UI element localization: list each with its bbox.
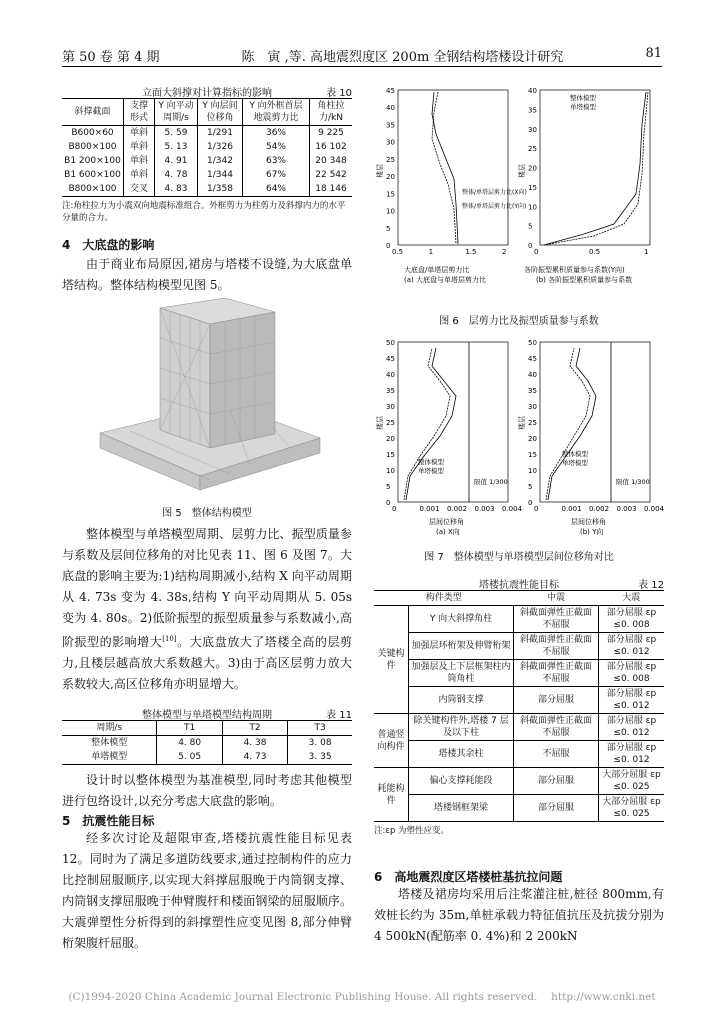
table-cell: 加强层环桁架及伸臂桁架	[409, 633, 514, 660]
table10-col-2: Y 向平动周期/s	[155, 99, 198, 126]
table12-col-2: 大震	[599, 591, 665, 606]
table-cell: 斜截面弹性正截面不屈服	[514, 660, 599, 687]
fig6a-series-x	[432, 92, 458, 244]
table11-col-0: 周期/s	[62, 721, 157, 736]
fig7b-x-tick: 0	[534, 505, 539, 513]
table12-caption-row	[374, 576, 664, 590]
table-cell: 4. 73	[222, 750, 287, 765]
table-cell: B1 600×100	[64, 170, 121, 180]
table-cell: 塔楼其余柱	[409, 741, 514, 768]
fig7a-y-tick: 5	[386, 483, 391, 491]
fig7b-y-tick: 15	[528, 451, 537, 459]
table-row	[62, 750, 352, 765]
fig6b-y-tick: 5	[528, 222, 533, 231]
table-cell: B600×60	[71, 128, 114, 138]
fig7b-y-tick: 30	[528, 403, 537, 411]
table-cell: 36%	[243, 126, 310, 141]
fig7a-xlabel: 层间位移角	[429, 518, 464, 526]
fig6a-subcaption: (a) 大底盘与单塔层剪力比	[404, 276, 486, 284]
table-row	[374, 633, 664, 660]
fig7-caption: 图 7 整体模型与单塔模型层间位移角对比	[424, 552, 614, 563]
table-cell: 大部分屈服 εp ≤0. 025	[599, 768, 665, 795]
fig7a-x-tick: 0.001	[419, 505, 440, 513]
fig6b-y-tick: 30	[528, 125, 537, 134]
fig6a-ylabel: 楼层	[376, 164, 384, 178]
table12-group-normal: 普通竖向构件	[374, 714, 409, 768]
table-cell: 4. 78	[155, 168, 198, 182]
table-cell: 单斜	[124, 126, 155, 141]
table-cell: 4. 80	[157, 736, 222, 751]
fig7b-plot	[517, 339, 664, 536]
fig6b-y-tick: 15	[528, 183, 537, 192]
section6-heading: 6 高地震烈度区塔楼桩基抗拉问题	[374, 870, 563, 884]
table-cell: 单斜	[124, 154, 155, 168]
section5-heading: 5 抗震性能目标	[62, 814, 155, 828]
table12-group-energy: 耗能构件	[374, 768, 409, 822]
table-cell: 54%	[243, 140, 310, 154]
running-title: 陈 寅 ,等. 高地震烈度区 200m 全钢结构塔楼设计研究	[241, 50, 564, 65]
table11-col-2: T2	[222, 721, 287, 736]
fig6b-series-whole	[544, 92, 646, 245]
fig7b-series-single	[546, 348, 590, 500]
table-cell: 1/291	[198, 126, 243, 141]
section4-para1: 由于商业布局原因,裙房与塔楼不设缝,为大底盘单塔结构。整体结构模型见图 5。	[62, 257, 352, 292]
table-cell: 塔楼钢框架梁	[409, 795, 514, 822]
fig6b-x-tick: 1	[644, 248, 649, 256]
fig6a-x-tick: 0.5	[392, 248, 404, 256]
fig7a-subcaption: (a) X向	[436, 528, 460, 536]
table-cell: 67%	[243, 168, 310, 182]
fig5-caption: 图 5 整体结构模型	[162, 508, 252, 519]
table-cell: B1 200×100	[64, 156, 121, 166]
fig6b-legend-1: 整体模型	[570, 94, 596, 102]
table-cell: 20 348	[310, 154, 353, 168]
table-cell: 5. 59	[155, 126, 198, 141]
fig7a-x-tick: 0.003	[474, 505, 495, 513]
section4-para2	[62, 524, 352, 695]
table-cell: B800×100	[68, 142, 117, 152]
table10-col-3: Y 向层间位移角	[198, 99, 243, 126]
fig6a-y-tick: 0	[386, 242, 391, 250]
table-cell: 3. 35	[288, 750, 352, 765]
fig7a-y-tick: 45	[386, 355, 395, 363]
fig6a-legend-2: 整体/单塔层剪力比(Y向)	[462, 203, 527, 210]
table11	[62, 720, 352, 765]
table-cell: 18 146	[310, 182, 353, 197]
section5-para: 经多次讨论及超限审查,塔楼抗震性能目标见表 12。同时为了满足多道防线要求,通过控制构件的应力比控制屈服顺序,以实现大斜撑屈服晚于内筒钢支撑、内筒钢支撑屈服晚于伸臂腹杆和楼面钢梁的屈服顺序。大震弹塑性分析得到的斜撑塑性应变见图 8,部分伸臂桁架腹杆屈服。	[62, 831, 352, 950]
fig7b-y-tick: 45	[528, 355, 537, 363]
table-cell: 部分屈服 εp ≤0. 008	[599, 660, 665, 687]
fig7a-x-tick: 0.004	[502, 505, 523, 513]
table12-header-row	[374, 591, 664, 606]
table-row	[62, 126, 352, 141]
fig6-charts	[374, 84, 664, 304]
table-cell: 5. 13	[155, 140, 198, 154]
table-row	[62, 154, 352, 168]
table-cell: 不屈服	[514, 741, 599, 768]
fig6a-xlabel: 大底盘/单塔层剪力比	[404, 266, 470, 274]
table10-number: 表 10	[326, 88, 352, 99]
table-cell: 4. 38	[222, 736, 287, 751]
table-cell: 单斜	[124, 168, 155, 182]
fig6a-y-tick: 20	[386, 173, 395, 182]
fig7a-x-tick: 0	[392, 505, 397, 513]
table-row	[62, 182, 352, 197]
table10-note: 注:角柱拉力为小震双向地震标准组合。外框剪力为柱剪力及斜撑内力的水平分量的合力。	[62, 201, 346, 223]
fig6a-y-tick: 5	[386, 224, 391, 233]
fig7b-y-tick: 10	[528, 467, 537, 475]
fig6a-y-tick: 40	[386, 104, 395, 113]
table-cell: 部分屈服	[514, 687, 599, 714]
table11-caption-row	[62, 706, 352, 720]
para3: 设计时以整体模型为基准模型,同时考虑其他模型进行包络设计,以充分考虑大底盘的影响。	[62, 773, 352, 808]
fig7a-plot	[375, 339, 523, 536]
fig6b-y-tick: 20	[528, 164, 537, 173]
table12-block	[374, 576, 664, 837]
table-cell: 单斜	[124, 140, 155, 154]
fig6a-frame	[398, 90, 508, 245]
fig7a-y-tick: 40	[386, 371, 395, 379]
fig7a-limit-label: 限值 1/300	[474, 478, 508, 486]
table-row	[62, 736, 352, 751]
fig7a-y-tick: 35	[386, 387, 395, 395]
fig7b-y-tick: 25	[528, 419, 537, 427]
fig7b-series-whole	[548, 348, 596, 500]
table-cell: 加强层及上下层框架柱内筒角柱	[409, 660, 514, 687]
table-cell: 内筒钢支撑	[409, 687, 514, 714]
fig6-caption: 图 6 层剪力比及振型质量参与系数	[439, 316, 599, 327]
table-cell: 整体模型	[91, 738, 128, 748]
fig6a-x-tick: 2	[502, 248, 507, 256]
table-cell: 除关键构件外,塔楼 7 层及以下柱	[409, 714, 514, 741]
fig6b-y-tick: 10	[528, 203, 537, 212]
fig6a-x-tick: 1.5	[465, 248, 477, 256]
para2-tail: 。大底盘放大了塔楼全高的层剪力,且楼层越高放大系数越大。3)由于高区层剪力放大系数较大,高区位移角亦明显增大。	[62, 635, 352, 691]
table10-header-row	[62, 99, 352, 126]
header-rule	[62, 66, 662, 67]
table10-col-0: 斜撑截面	[62, 99, 124, 126]
fig7a-series-single	[404, 348, 450, 500]
fig7a-y-tick: 15	[386, 451, 395, 459]
fig7b-legend-2: 单塔模型	[562, 459, 588, 467]
table-cell: 1/326	[198, 140, 243, 154]
fig7a-y-tick: 20	[386, 435, 395, 443]
fig6a-y-tick: 15	[386, 190, 395, 199]
fig6b-y-tick: 25	[528, 145, 537, 154]
fig7b-x-tick: 0.002	[589, 505, 610, 513]
fig6a-y-tick: 35	[386, 121, 395, 130]
table12	[374, 590, 664, 822]
fig6b-x-tick: 0.5	[589, 248, 601, 256]
table10-col-1: 支撑形式	[124, 99, 155, 126]
fig6b-y-tick: 0	[528, 242, 533, 250]
table-row	[374, 714, 664, 741]
table-row	[374, 606, 664, 633]
table-cell: 64%	[243, 182, 310, 197]
table-cell: 1/344	[198, 168, 243, 182]
table10-caption-row	[62, 84, 352, 98]
fig6b-subcaption: (b) 各阶振型累积质量参与系数	[536, 276, 633, 284]
fig6a-series-y	[432, 92, 456, 244]
fig7a-y-tick: 30	[386, 403, 395, 411]
fig6b-frame	[540, 90, 650, 245]
fig7b-legend-1: 整体模型	[562, 450, 588, 458]
fig7b-xlabel: 层间位移角	[571, 518, 606, 526]
running-header	[62, 46, 662, 65]
table11-number: 表 11	[326, 710, 352, 721]
fig6b-y-tick: 40	[528, 87, 537, 95]
fig7a-series-whole	[406, 348, 456, 500]
table-row	[62, 140, 352, 154]
fig6b-y-tick: 35	[528, 106, 537, 115]
table10	[62, 98, 352, 197]
fig7b-y-tick: 50	[528, 339, 537, 347]
table-cell: 1/342	[198, 154, 243, 168]
fig7b-x-tick: 0.001	[561, 505, 582, 513]
table-cell: 部分屈服 εp ≤0. 012	[599, 633, 665, 660]
table12-caption: 塔楼抗震性能目标	[479, 580, 559, 591]
fig6b-legend-2: 单塔模型	[570, 103, 596, 111]
table11-block	[62, 706, 352, 765]
section6-para: 塔楼及裙房均采用后注浆灌注桩,桩径 800mm,有效桩长约为 35m,单桩承载力特征值抗压及抗拔分别为 4 500kN(配筋率 0. 4%)和 2 200kN	[374, 887, 664, 943]
fig7a-y-tick: 0	[386, 499, 391, 507]
page-number: 81	[645, 46, 662, 61]
fig6b-series-single	[544, 92, 648, 245]
table-row	[62, 168, 352, 182]
fig7a-legend-2: 单塔模型	[418, 467, 444, 475]
copyright-footer: (C)1994-2020 China Academic Journal Electronic Publishing House. All rights reserved. http://www.cnki.net	[68, 991, 656, 1003]
fig7b-y-tick: 0	[528, 499, 533, 507]
table12-number: 表 12	[638, 580, 664, 591]
table-cell: 5. 05	[157, 750, 222, 765]
table10-block	[62, 84, 352, 224]
table-cell: 交叉	[124, 182, 155, 197]
fig6a-y-tick: 10	[386, 207, 395, 216]
para2-text: 整体模型与单塔模型周期、层剪力比、振型质量参与系数及层间位移角的对比见表 11、图 6 及图 7。大底盘的影响主要为:1)结构周期减小,结构 X 向平动周期从 4. 73s 变为 4. 38s,结构 Y 向平动周期从 5. 05s 变为 4. 80s。2)低阶振型的振型质量参与系数减小,高阶振型的影响增大	[62, 527, 352, 649]
table-cell: 部分屈服 εp ≤0. 012	[599, 687, 665, 714]
table-cell: 偏心支撑耗能段	[409, 768, 514, 795]
table10-caption: 立面大斜撑对计算指标的影响	[142, 88, 272, 99]
table-cell: 部分屈服 εp ≤0. 008	[599, 606, 665, 633]
fig7b-x-tick: 0.004	[644, 505, 664, 513]
table12-col-1: 中震	[514, 591, 599, 606]
fig6a-y-tick: 45	[386, 87, 395, 95]
table-row	[374, 687, 664, 714]
table-row	[374, 768, 664, 795]
fig6b-x-tick: 0	[534, 248, 539, 256]
table-cell: Y 向大斜撑角柱	[409, 606, 514, 633]
fig7b-y-tick: 40	[528, 371, 537, 379]
table-cell: 22 542	[310, 168, 353, 182]
fig6a-y-tick: 25	[386, 155, 395, 164]
table-cell: 大部分屈服 εp ≤0. 025	[599, 795, 665, 822]
table-cell: 斜截面弹性正截面不屈服	[514, 606, 599, 633]
table11-header-row	[62, 721, 352, 736]
fig7a-y-tick: 50	[386, 339, 395, 347]
table-cell: 16 102	[310, 140, 353, 154]
table10-col-4: Y 向外框首层地震剪力比	[243, 99, 310, 126]
fig7b-y-tick: 35	[528, 387, 537, 395]
fig7a-y-tick: 25	[386, 419, 395, 427]
table-cell: 部分屈服	[514, 768, 599, 795]
table-cell: 部分屈服 εp ≤0. 012	[599, 714, 665, 741]
fig7b-limit-label: 限值 1/300	[616, 478, 650, 486]
table-row	[374, 795, 664, 822]
table-cell: 1/358	[198, 182, 243, 197]
table10-col-5: 角柱拉力/kN	[310, 99, 353, 126]
table-cell: 63%	[243, 154, 310, 168]
table12-note: 注:εp 为塑性应变。	[374, 826, 450, 836]
table-cell: 部分屈服	[514, 795, 599, 822]
fig7b-y-tick: 20	[528, 435, 537, 443]
journal-volume: 第 50 卷 第 4 期	[62, 50, 160, 65]
table-cell: 9 225	[310, 126, 353, 141]
table12-group-key: 关键构件	[374, 606, 409, 714]
fig6b-xlabel: 各阶振型累积质量参与系数(Y向)	[524, 266, 625, 274]
fig7a-y-tick: 10	[386, 467, 395, 475]
section4-heading: 4 大底盘的影响	[62, 238, 155, 252]
fig6a-x-tick: 1	[428, 248, 434, 256]
fig7b-subcaption: (b) Y向	[580, 528, 604, 536]
table11-col-1: T1	[157, 721, 222, 736]
fig7-charts	[374, 336, 664, 546]
fig7b-x-tick: 0.003	[616, 505, 637, 513]
table-row	[374, 741, 664, 768]
table12-col-0: 构件类型	[374, 591, 514, 606]
table11-col-3: T3	[288, 721, 352, 736]
citation-ref: [10]	[162, 635, 177, 643]
table11-caption: 整体模型与单塔模型结构周期	[142, 710, 272, 721]
fig5-building-model	[90, 298, 330, 498]
table-cell: 4. 83	[155, 182, 198, 197]
table-row	[374, 660, 664, 687]
table-cell: 3. 08	[288, 736, 352, 751]
fig7b-y-tick: 5	[528, 483, 533, 491]
fig6a-legend-1: 整体/单塔层剪力比(X向)	[462, 189, 527, 196]
table-cell: 斜截面弹性正截面不屈服	[514, 714, 599, 741]
fig7b-ylabel: 楼层	[518, 416, 526, 430]
table-cell: 4. 91	[155, 154, 198, 168]
fig7a-x-tick: 0.002	[447, 505, 468, 513]
fig6a-plot	[375, 87, 527, 284]
fig7a-legend-1: 整体模型	[418, 458, 444, 466]
table-cell: 单塔模型	[91, 752, 128, 762]
fig6a-y-tick: 30	[386, 138, 395, 147]
table-cell: B800×100	[68, 184, 117, 194]
table-cell: 部分屈服 εp ≤0. 012	[599, 741, 665, 768]
fig6b-plot	[517, 87, 650, 284]
fig6b-ylabel: 楼层	[518, 164, 526, 178]
table-cell: 斜截面弹性正截面不屈服	[514, 633, 599, 660]
fig7a-ylabel: 楼层	[376, 416, 384, 430]
